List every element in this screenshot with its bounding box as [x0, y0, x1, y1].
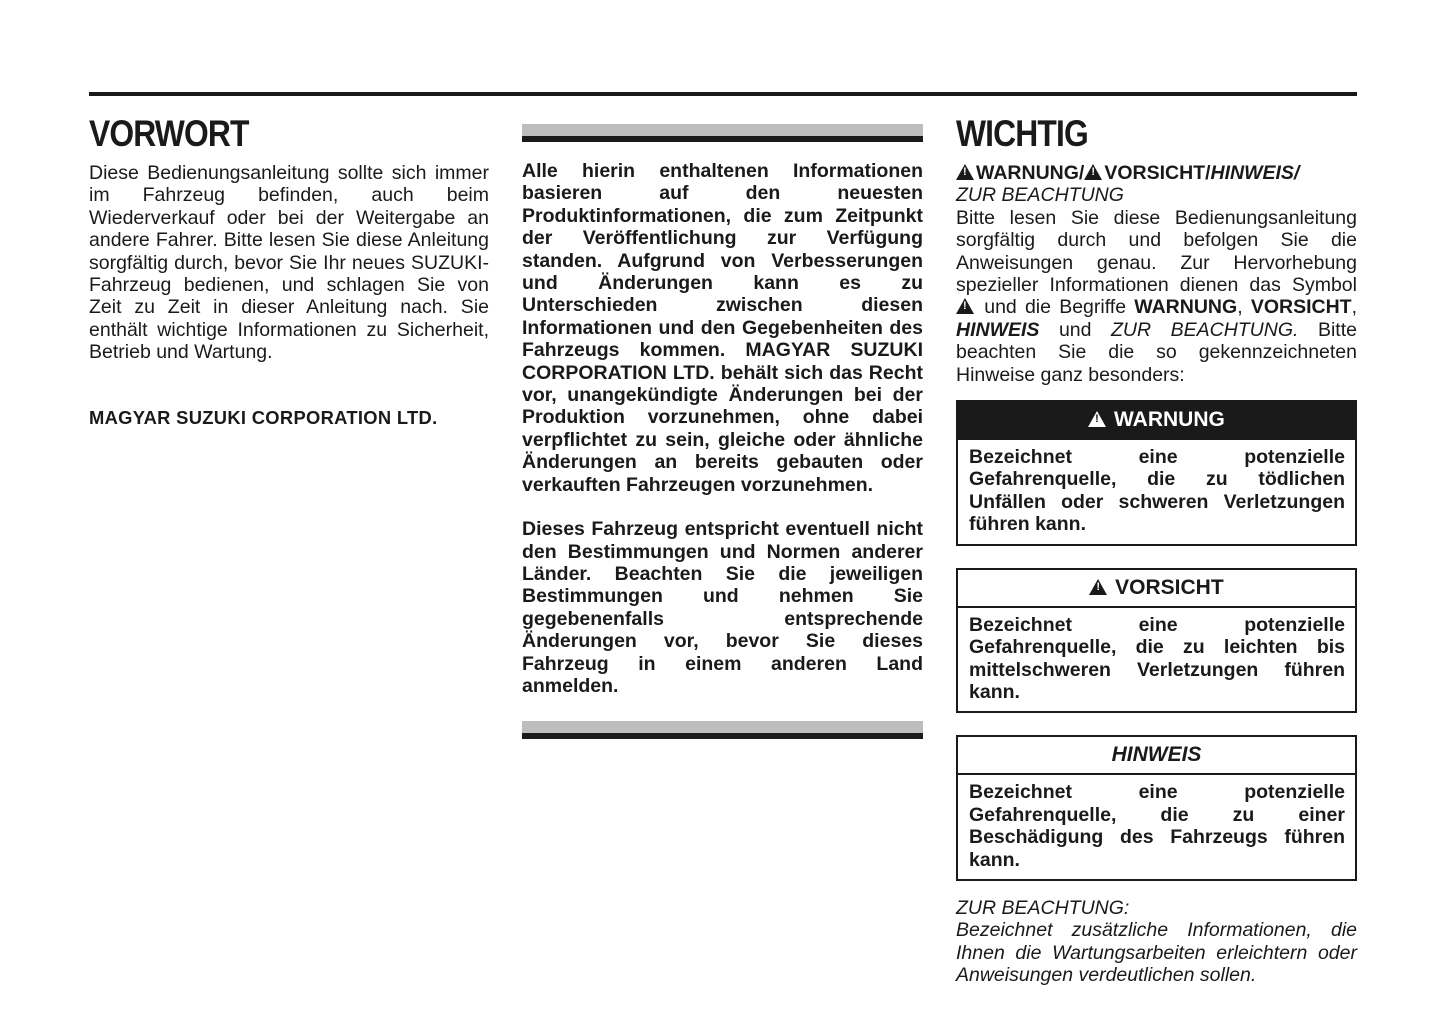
- foreword-body: Diese Bedienungsanleitung sollte sich immer im Fahrzeug befinden, auch beim Wiederverkauf oder bei der Weitergabe an andere Fahrer. Bitte lesen Sie diese Anleitung sorgfältig durch, bevor Sie Ihr neues SUZUKI-Fahrzeug bedienen, und schlagen Sie von Zeit zu Zeit in dieser Anleitung nach. Sie enthält wichtige Informationen zu Sicherheit, Betrieb und Wartung.: [89, 162, 489, 364]
- foreword-column: [89, 110, 489, 429]
- signal-words-line: [956, 162, 1357, 184]
- warnung-box: [956, 400, 1357, 546]
- word-und: und: [1058, 318, 1092, 341]
- notice-paragraph-1: Alle hierin enthaltenen Informationen basieren auf den neuesten Produktinformationen, die zum Zeitpunkt der Veröffentlichung zur Verfügung standen. Aufgrund von Verbesserungen und Änderungen kann es zu Unterschieden zwischen diesen Informationen und den Gegebenheiten des Fahrzeugs kommen. MAGYAR SUZUKI CORPORATION LTD. behält sich das Recht vor, unangekündigte Änderungen bei der Produktion vorzunehmen, ohne dabei verpflichtet zu sein, gleiche oder ähnliche Änderungen an bereits gebauten oder verkauften Fahrzeugen vorzunehmen.: [522, 160, 923, 496]
- term-hinweis: HINWEIS: [956, 318, 1040, 341]
- signal-beachtung: ZUR BEACHTUNG: [956, 184, 1124, 207]
- notice-column: [522, 110, 923, 741]
- separator: ,: [1237, 296, 1243, 319]
- vorsicht-box-text: Bezeichnet eine potenzielle Gefahrenquelle, die zu leichten bis mittelschweren Verletzungen führen kann.: [969, 613, 1345, 703]
- notice-top-bar: [522, 110, 923, 142]
- important-intro: [956, 207, 1357, 386]
- notice-paragraph-2: Dieses Fahrzeug entspricht eventuell nicht den Bestimmungen und Normen anderer Länder. Beachten Sie die jeweiligen Bestimmungen und nehmen Sie gegebenenfalls entsprechende Änderungen vor, bevor Sie dieses Fahrzeug in einem anderen Land anmelden.: [522, 518, 923, 697]
- hinweis-box-label: HINWEIS: [1111, 743, 1202, 767]
- warning-triangle-icon: [1084, 164, 1102, 180]
- hinweis-box: [956, 735, 1357, 881]
- intro-part-b: und die Begriffe: [984, 296, 1127, 319]
- warnung-box-header: [958, 402, 1355, 440]
- note-text: Bezeichnet zusätzliche Informationen, die Ihnen die Wartungsarbeiten erleichtern oder Anweisungen verdeutlichen sollen.: [956, 919, 1357, 987]
- warning-triangle-icon: [956, 298, 974, 314]
- intro-part-c: Bitte beachten Sie die so gekennzeichneten Hinweise ganz besonders:: [956, 318, 1357, 386]
- term-warnung: WARNUNG: [1134, 296, 1238, 319]
- important-title: WICHTIG: [956, 113, 1088, 154]
- hinweis-box-text: Bezeichnet eine potenzielle Gefahrenquelle, die zu einer Beschädigung des Fahrzeugs führen kann.: [969, 781, 1345, 871]
- vorsicht-box: [956, 568, 1357, 714]
- signal-hinweis: HINWEIS/: [1210, 162, 1300, 184]
- separator: ,: [1351, 296, 1358, 319]
- important-column: [956, 110, 1357, 987]
- foreword-title: VORWORT: [89, 113, 249, 154]
- company-signature: MAGYAR SUZUKI CORPORATION LTD.: [89, 407, 438, 428]
- warning-triangle-icon: [1088, 411, 1106, 427]
- notice-bottom-bar: [522, 721, 923, 741]
- hinweis-box-header: [958, 737, 1355, 775]
- note-title: ZUR BEACHTUNG:: [956, 896, 1130, 919]
- warning-triangle-icon: [956, 164, 974, 180]
- intro-part-a: Bitte lesen Sie diese Bedienungsanleitung sorgfältig durch und befolgen Sie die Anweisungen genau. Zur Hervorhebung spezieller Informationen dienen das Symbol: [956, 206, 1357, 297]
- signal-warnung: WARNUNG/: [976, 162, 1085, 184]
- warnung-box-text: Bezeichnet eine potenzielle Gefahrenquelle, die zu tödlichen Unfällen oder schweren Verletzungen führen kann.: [969, 446, 1345, 536]
- warning-triangle-icon: [1089, 579, 1107, 595]
- top-rule: [89, 92, 1357, 96]
- term-vorsicht: VORSICHT: [1250, 296, 1352, 319]
- signal-vorsicht: VORSICHT/: [1104, 162, 1211, 184]
- vorsicht-box-header: [958, 570, 1355, 608]
- term-beachtung: ZUR BEACHTUNG.: [1111, 318, 1299, 341]
- warnung-box-label: WARNUNG: [1114, 408, 1225, 432]
- vorsicht-box-label: VORSICHT: [1115, 575, 1224, 599]
